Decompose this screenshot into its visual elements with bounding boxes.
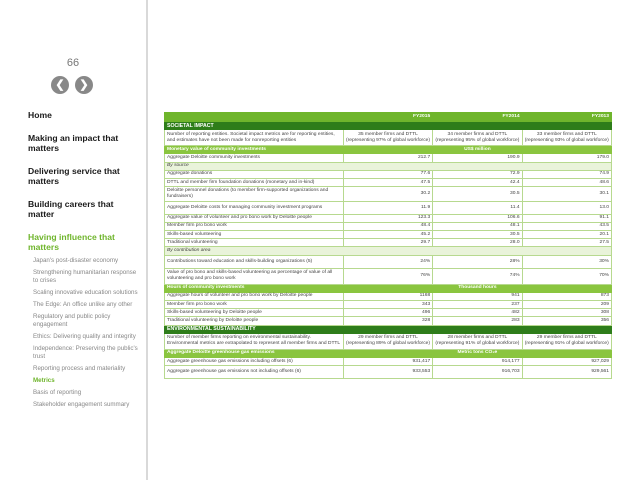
group-row	[165, 146, 612, 154]
cell: 76%	[343, 268, 432, 284]
cell: 42.4	[433, 179, 522, 187]
menu-item-careers[interactable]: Building careers that matter	[28, 198, 114, 219]
cell: 283	[433, 317, 522, 325]
table-row	[165, 333, 612, 349]
cell: 74.9	[522, 170, 611, 178]
table-row	[165, 292, 612, 300]
cell: 482	[433, 309, 522, 317]
menu-item-impact[interactable]: Making an impact that matters	[28, 132, 119, 153]
menu-item-service[interactable]: Delivering service that matters	[28, 165, 120, 186]
cell: 45.2	[343, 231, 432, 239]
section-row	[165, 122, 612, 130]
row-label: Number of reporting entities. Societal impact metrics are for reporting entities, and estimates have not been made for nonreporting entities	[165, 130, 344, 146]
section-row	[165, 325, 612, 333]
cell: 914,177	[433, 358, 522, 366]
cell: 190.9	[433, 154, 522, 162]
menu-item-home[interactable]: Home	[28, 110, 52, 120]
table-row	[165, 309, 612, 317]
submenu-item[interactable]: Regulatory and public policy engagement	[33, 312, 111, 328]
table-row	[165, 214, 612, 222]
subsection-title: By source	[165, 162, 612, 170]
table-row	[165, 222, 612, 230]
cell: 28.0	[433, 239, 522, 247]
table-row	[165, 255, 612, 268]
cell: 28%	[433, 255, 522, 268]
row-label: Traditional volunteering by Deloitte people	[165, 317, 344, 325]
cell: 29 member firms and DTTL (representing 91% of global workforce)	[522, 333, 611, 349]
cell: 48.6	[522, 179, 611, 187]
table-row	[165, 170, 612, 178]
cell: 11.9	[343, 201, 432, 214]
group-unit: Metric tons CO₂e	[343, 349, 611, 357]
table-row	[165, 358, 612, 366]
row-label: Deloitte personnel donations (to member firm-supported organizations and fundraisers)	[165, 187, 344, 201]
table-row	[165, 154, 612, 162]
row-label: Aggregate greenhouse gas emissions including offsets (6)	[165, 358, 344, 366]
subsection-title: By contribution area	[165, 247, 612, 255]
cell: 30%	[522, 255, 611, 268]
cell: 30.1	[522, 187, 611, 201]
cell: 29 member firms and DTTL (representing 89% of global workforce)	[343, 333, 432, 349]
cell: 70%	[522, 268, 611, 284]
cell: 179.0	[522, 154, 611, 162]
page-nav	[51, 76, 93, 94]
cell: 933,553	[343, 366, 432, 379]
metrics-table-wrapper	[164, 112, 612, 379]
table-row	[165, 239, 612, 247]
header-cell	[165, 113, 344, 122]
cell: 106.6	[433, 214, 522, 222]
cell: 30.5	[433, 187, 522, 201]
metrics-table	[164, 112, 612, 379]
submenu-item[interactable]: Scaling innovative education solutions	[33, 288, 138, 296]
table-row	[165, 187, 612, 201]
row-label: Value of pro bono and skills-based volunteering as percentage of value of all volunteering and pro bono work	[165, 268, 344, 284]
group-title: Monetary value of community investments	[165, 146, 344, 154]
cell: 30.5	[433, 231, 522, 239]
cell: 27.5	[522, 239, 611, 247]
cell: 24%	[343, 255, 432, 268]
table-row	[165, 366, 612, 379]
group-unit: Thousand hours	[343, 284, 611, 292]
submenu-item[interactable]: Stakeholder engagement summary	[33, 400, 130, 408]
menu-item-influence[interactable]: Having influence that matters	[28, 231, 115, 252]
cell: 20.1	[522, 231, 611, 239]
table-row	[165, 201, 612, 214]
group-title: Hours of community investments	[165, 284, 344, 292]
row-label: Skills-based volunteering	[165, 231, 344, 239]
group-unit: US$ million	[343, 146, 611, 154]
cell: 927,029	[522, 358, 611, 366]
submenu-item[interactable]: Reporting process and materiality	[33, 364, 126, 372]
cell: 356	[522, 317, 611, 325]
table-row	[165, 231, 612, 239]
cell: 941	[433, 292, 522, 300]
cell: 74%	[433, 268, 522, 284]
submenu-item[interactable]: Ethics: Delivering quality and integrity	[33, 332, 136, 340]
cell: 343	[343, 301, 432, 309]
row-label: Contributions toward education and skills-building organizations (5)	[165, 255, 344, 268]
cell: 29.7	[343, 239, 432, 247]
cell: 47.5	[343, 179, 432, 187]
cell: 48.1	[433, 222, 522, 230]
row-label: Aggregate greenhouse gas emissions not including offsets (6)	[165, 366, 344, 379]
cell: 48.4	[343, 222, 432, 230]
group-row	[165, 349, 612, 357]
submenu-item[interactable]: Independence: Preserving the public's trust	[33, 344, 138, 360]
section-title: ENVIRONMENTAL SUSTAINABILITY	[165, 325, 612, 333]
row-label: Aggregate hours of volunteer and pro bono work by Deloitte people	[165, 292, 344, 300]
section-title: SOCIETAL IMPACT	[165, 122, 612, 130]
header-cell: FY2015	[343, 113, 432, 122]
cell: 34 member firms and DTTL (representing 95% of global workforce)	[433, 130, 522, 146]
cell: 43.5	[522, 222, 611, 230]
submenu-item[interactable]: Strengthening humanitarian response to crises	[33, 268, 137, 284]
row-label: Skills-based volunteering by Deloitte people	[165, 309, 344, 317]
side-menu	[28, 110, 140, 413]
cell: 209	[522, 301, 611, 309]
cell: 123.3	[343, 214, 432, 222]
cell: 496	[343, 309, 432, 317]
group-row	[165, 284, 612, 292]
chevron-right-icon[interactable]: ❯	[75, 76, 93, 94]
row-label: Traditional volunteering	[165, 239, 344, 247]
row-label: Aggregate Deloitte community investments	[165, 154, 344, 162]
table-row	[165, 179, 612, 187]
row-label: Aggregate value of volunteer and pro bono work by Deloitte people	[165, 214, 344, 222]
subsection-row	[165, 247, 612, 255]
table-row	[165, 301, 612, 309]
row-label: Number of member firms reporting on environmental sustainability. Environmental metrics are extrapolated to represent all member firms and DTTL	[165, 333, 344, 349]
submenu-item[interactable]: The Edge: An office unlike any other	[33, 300, 133, 308]
chevron-left-icon[interactable]: ❮	[51, 76, 69, 94]
row-label: Member firm pro bono work	[165, 301, 344, 309]
cell: 929,561	[522, 366, 611, 379]
cell: 91.1	[522, 214, 611, 222]
group-title: Aggregate Deloitte greenhouse gas emissions	[165, 349, 344, 357]
cell: 212.7	[343, 154, 432, 162]
cell: 72.9	[433, 170, 522, 178]
table-row	[165, 317, 612, 325]
cell: 873	[522, 292, 611, 300]
subsection-row	[165, 162, 612, 170]
cell: 328	[343, 317, 432, 325]
header-cell: FY2014	[433, 113, 522, 122]
row-label: Member firm pro bono work	[165, 222, 344, 230]
submenu-item[interactable]: Japan's post-disaster economy	[33, 256, 119, 264]
row-label: Aggregate Deloitte costs for managing community investment programs	[165, 201, 344, 214]
cell: 28 member firms and DTTL (representing 91% of global workforce)	[433, 333, 522, 349]
cell: 30.2	[343, 187, 432, 201]
row-label: Aggregate donations	[165, 170, 344, 178]
cell: 33 member firms and DTTL (representing 93% of global workforce)	[522, 130, 611, 146]
cell: 237	[433, 301, 522, 309]
cell: 931,417	[343, 358, 432, 366]
cell: 916,703	[433, 366, 522, 379]
submenu-item[interactable]: Basis of reporting	[33, 388, 82, 396]
table-row	[165, 268, 612, 284]
cell: 77.6	[343, 170, 432, 178]
submenu-item-metrics[interactable]: Metrics	[33, 376, 55, 384]
page-number: 66	[66, 57, 80, 69]
cell: 35 member firms and DTTL (representing 97% of global workforce)	[343, 130, 432, 146]
cell: 11.4	[433, 201, 522, 214]
sidebar	[0, 0, 146, 480]
table-header-row	[165, 113, 612, 122]
cell: 308	[522, 309, 611, 317]
cell: 13.0	[522, 201, 611, 214]
row-label: DTTL and member firm foundation donations (monetary and in-kind)	[165, 179, 344, 187]
cell: 1168	[343, 292, 432, 300]
sidebar-divider	[146, 0, 148, 480]
header-cell: FY2013	[522, 113, 611, 122]
table-row	[165, 130, 612, 146]
